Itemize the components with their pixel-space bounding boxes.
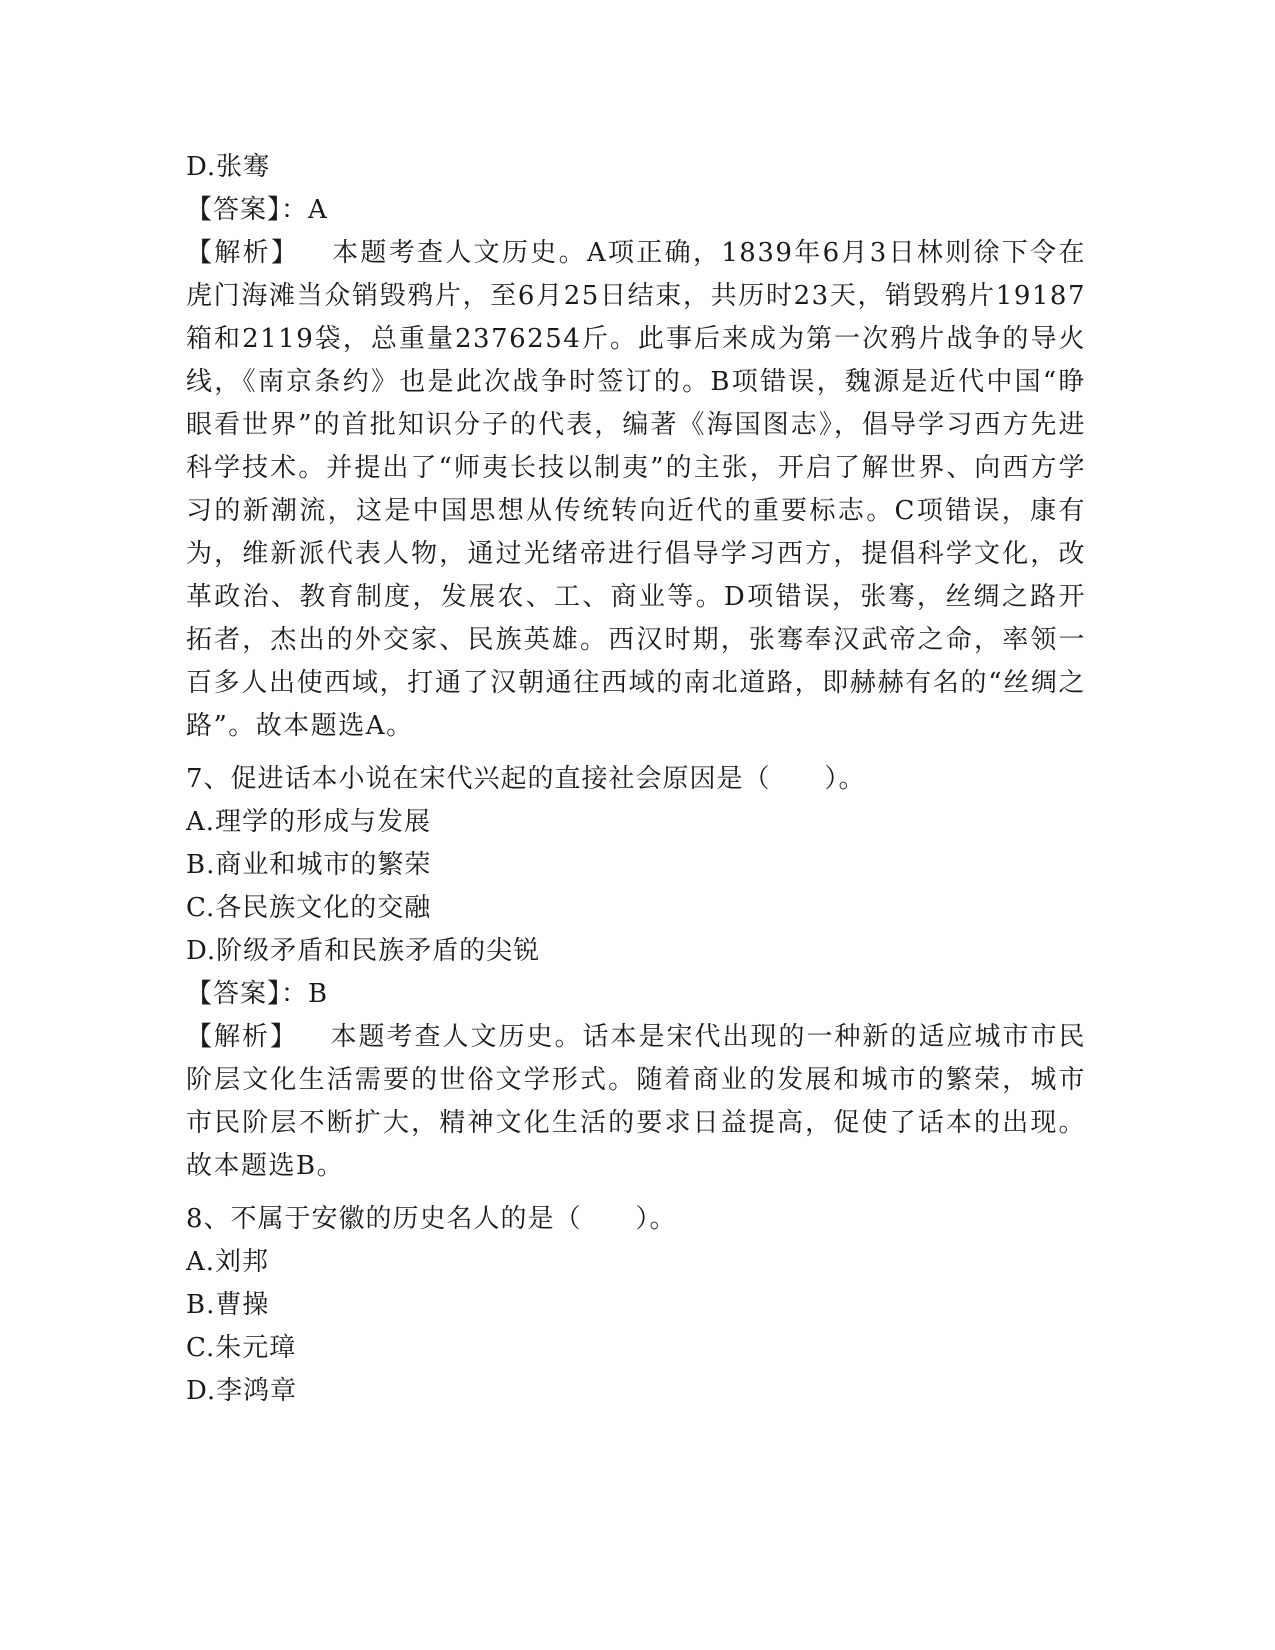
q7-answer-value: B [308, 979, 329, 1009]
q8-option-c: C.朱元璋 [186, 1333, 297, 1363]
q7-option-a: A.理学的形成与发展 [186, 807, 432, 837]
q6-answer-label: 【答案】： [186, 195, 309, 225]
q7-option-c: C.各民族文化的交融 [186, 893, 432, 923]
q6-analysis-text: 本题考查人文历史。A项正确，1839年6月3日林则徐下令在虎门海滩当众销毁鸦片，至6月25日结束，共历时23天，销毁鸦片19187箱和2119袋，总重量2376254斤。此事后来成为第一次鸦片战争的导火线，《南京条约》也是此次战争时签订的。B项错误，魏源是近代中国“睁眼看世界”的首批知识分子的代表，编著《海国图志》，倡导学习西方先进科学技术。并提出了“师夷长技以制夷”的主张，开启了解世界、向西方学习的新潮流，这是中国思想从传统转向近代的重要标志。C项错误，康有为，维新派代表人物，通过光绪帝进行倡导学习西方，提倡科学文化，改革政治、教育制度，发展农、工、商业等。D项错误，张骞，丝绸之路开拓者，杰出的外交家、民族英雄。西汉时期，张骞奉汉武帝之命，率领一百多人出使西域，打通了汉朝通往西域的南北道路，即赫赫有名的“丝绸之路”。故本题选A。 [186, 238, 1086, 741]
q6-answer-value: A [308, 195, 328, 225]
q6-answer [186, 189, 1086, 232]
q7-analysis-text: 本题考查人文历史。话本是宋代出现的一种新的适应城市市民阶层文化生活需要的世俗文学形式。随着商业的发展和城市的繁荣，城市市民阶层不断扩大，精神文化生活的要求日益提高，促使了话本的出现。故本题选B。 [186, 1022, 1086, 1181]
q6-option-d: D.张骞 [186, 152, 271, 182]
document-page [186, 146, 1086, 1413]
q7-analysis [186, 1016, 1086, 1188]
q6-analysis [186, 232, 1086, 748]
q8-question: 8、不属于安徽的历史名人的是（ ）。 [186, 1204, 677, 1234]
q6-analysis-label: 【解析】 [186, 238, 300, 268]
q7-analysis-label: 【解析】 [186, 1022, 298, 1052]
q7-option-b: B.商业和城市的繁荣 [186, 850, 432, 880]
q8-option-b: B.曹操 [186, 1290, 270, 1320]
q7-answer [186, 973, 1086, 1016]
q7-answer-label: 【答案】： [186, 979, 309, 1009]
q8-option-d: D.李鸿章 [186, 1376, 298, 1406]
q7-question: 7、促进话本小说在宋代兴起的直接社会原因是（ ）。 [186, 764, 866, 794]
q7-option-d: D.阶级矛盾和民族矛盾的尖锐 [186, 936, 541, 966]
q8-option-a: A.刘邦 [186, 1247, 270, 1277]
